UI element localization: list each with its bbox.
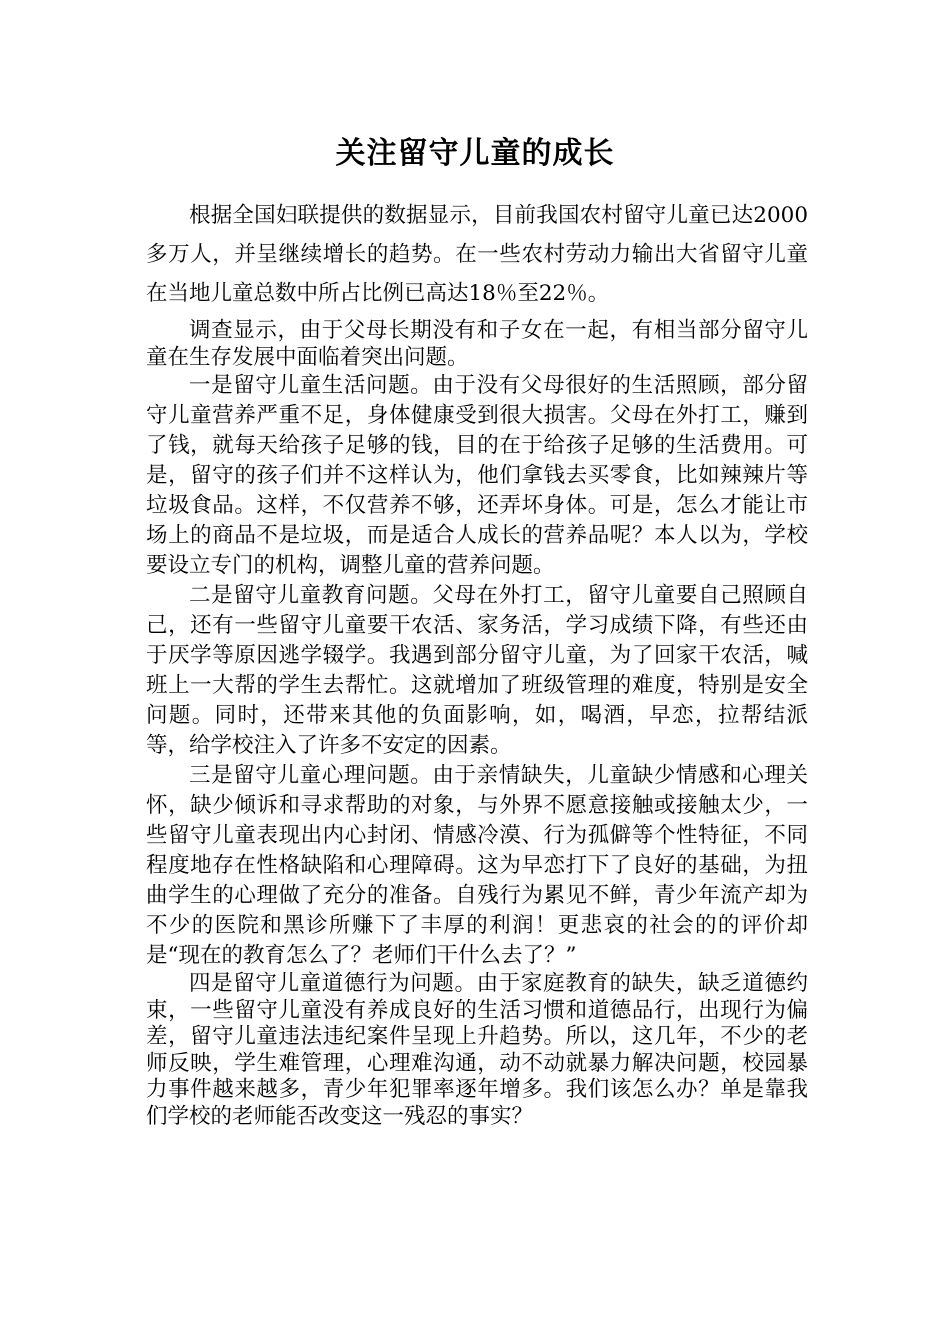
paragraph-survey: 调查显示，由于父母长期没有和子女在一起，有相当部分留守儿童在生存发展中面临着突出问题。 — [146, 318, 808, 370]
document-title: 关注留守儿童的成长 — [335, 136, 615, 171]
paragraph-psychology-problem: 三是留守儿童心理问题。由于亲情缺失，儿童缺少情感和心理关怀，缺少倾诉和寻求帮助的对象，与外界不愿意接触或接触太少，一些留守儿童表现出内心封闭、情感冷漠、行为孤僻等个性特征，不同程度地存在性格缺陷和心理障碍。这为早恋打下了良好的基础，为扭曲学生的心理做了充分的准备。自残行为累见不鲜，青少年流产却为不少的医院和黑诊所赚下了丰厚的利润！更悲哀的社会的的评价却是“现在的教育怎么了？老师们干什么去了？” — [146, 763, 808, 968]
paragraph-intro: 根据全国妇联提供的数据显示，目前我国农村留守儿童已达2000多万人，并呈继续增长的趋势。在一些农村劳动力输出大省留守儿童在当地儿童总数中所占比例已高达18％至22％。 — [146, 203, 808, 306]
paragraph-moral-problem: 四是留守儿童道德行为问题。由于家庭教育的缺失，缺乏道德约束，一些留守儿童没有养成良好的生活习惯和道德品行，出现行为偏差，留守儿童违法违纪案件呈现上升趋势。所以，这几年，不少的老师反映，学生难管理，心理难沟通，动不动就暴力解决问题，校园暴力事件越来越多，青少年犯罪率逐年增多。我们该怎么办？单是靠我们学校的老师能否改变这一残忍的事实？ — [146, 971, 808, 1129]
paragraph-living-problem: 一是留守儿童生活问题。由于没有父母很好的生活照顾，部分留守儿童营养严重不足，身体健康受到很大损害。父母在外打工，赚到了钱，就每天给孩子足够的钱，目的在于给孩子足够的生活费用。可是，留守的孩子们并不这样认为，他们拿钱去买零食，比如辣辣片等垃圾食品。这样，不仅营养不够，还弄坏身体。可是，怎么才能让市场上的商品不是垃圾，而是适合人成长的营养品呢？本人以为，学校要设立专门的机构，调整儿童的营养问题。 — [146, 373, 808, 578]
paragraph-education-problem: 二是留守儿童教育问题。父母在外打工，留守儿童要自己照顾自己，还有一些留守儿童要干农活、家务活，学习成绩下降，有些还由于厌学等原因逃学辍学。我遇到部分留守儿童，为了回家干农活，喊班上一大帮的学生去帮忙。这就增加了班级管理的难度，特别是安全问题。同时，还带来其他的负面影响，如，喝酒，早恋，拉帮结派等，给学校注入了许多不安定的因素。 — [146, 583, 808, 758]
document-body — [146, 196, 808, 1130]
